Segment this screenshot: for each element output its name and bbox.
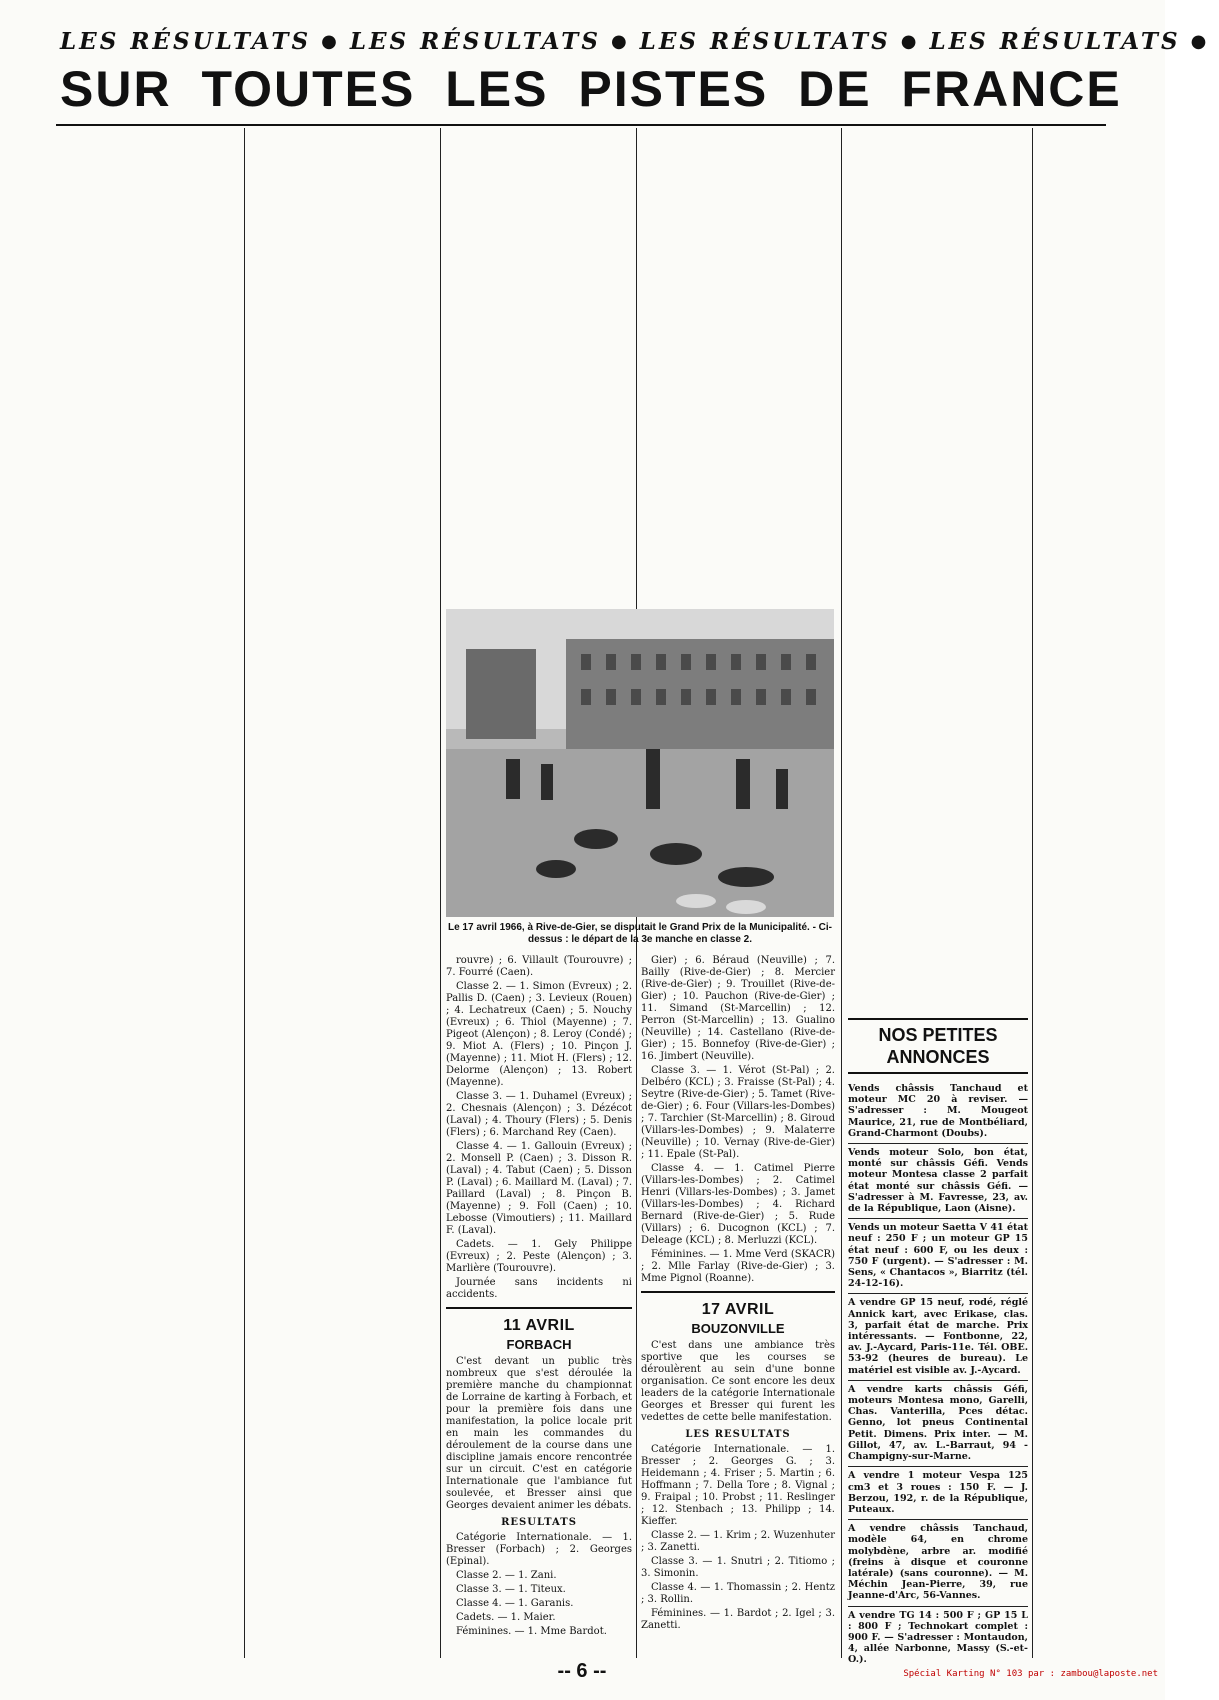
result-line: Classe 4. — 1. Thomassin ; 2. Hentz ; 3. Rollin. <box>641 1582 835 1605</box>
result-line: Classe 2. — 1. Zani. <box>456 1570 557 1581</box>
result-line: Classe 4. — 1. Garanis. <box>456 1598 574 1609</box>
banner-label-1: LES RÉSULTATS <box>60 28 312 55</box>
column-rule <box>440 128 441 1658</box>
classified-ad: A vendre châssis Tanchaud, modèle 64, en chrome molybdène, arbre ar. modifié (freins à disque et couronne latérale) (sans couronne). — M. Méchin Jean-Pierre, 39, rue Jeanne-d'Arc, 56-Vannes. <box>848 1520 1028 1606</box>
banner-dot: ● <box>610 31 630 52</box>
result-line: Classe 3. — 1. Snutri ; 2. Titiomo ; 3. Simonin. <box>641 1556 835 1579</box>
race-report <box>641 955 835 1285</box>
report-paragraph: Classe 3. — 1. Duhamel (Evreux) ; 2. Chesnais (Alençon) ; 3. Dézécot (Laval) ; 4. Thoury (Flers) ; 5. Denis (Flers) ; 6. Marchand Rey (Caen). <box>446 1091 632 1138</box>
classified-ad: A vendre TG 14 : 500 F ; GP 15 L : 800 F ; Technokart complet : 900 F. — S'adresser : Montaudon, 4, allée Narbonne, Massy (S.-et-O.). <box>848 1609 1028 1666</box>
results-banner <box>60 28 1210 56</box>
banner-dot: ● <box>900 31 920 52</box>
race-date: 17 AVRIL <box>701 1301 775 1318</box>
race-report <box>446 955 632 1301</box>
race-location: FORBACH <box>506 1337 572 1352</box>
race-photo <box>446 609 834 917</box>
classified-ad: A vendre karts châssis Géfi, moteurs Montesa mono, Garelli, Chas. Vanterilla, Pces détac. Genno, lot pneus Continental Petit. Dimens. Prix inter. — M. Gillot, 47, av. L.-Barraut, 94 - Champigny-sur-Marne. <box>848 1381 1028 1467</box>
result-line: Cadets. — 1. Maier. <box>456 1612 556 1623</box>
results-subheading: LES RESULTATS <box>685 1429 791 1440</box>
result-line: Féminines. — 1. Bardot ; 2. Igel ; 3. Zanetti. <box>641 1608 835 1631</box>
column-4-lower <box>641 955 835 1638</box>
report-paragraph: Classe 2. — 1. Simon (Evreux) ; 2. Pallis D. (Caen) ; 3. Levieux (Rouen) ; 4. Lechatreux (Caen) ; 5. Nouchy (Evreux) ; 6. Thiol (Mayenne) ; 7. Pigeot (Alençon) ; 8. Leroy (Condé) ; 9. Miot A. (Flers) ; 10. Pinçon J. (Mayenne) ; 11. Miot H. (Flers) ; 12. Delorme (Alençon) ; 13. Robert (Mayenne). <box>446 981 632 1088</box>
footer-credit: Spécial Karting N° 103 par : zambou@laposte.net <box>903 1669 1158 1679</box>
banner-label-3: LES RÉSULTATS <box>639 28 891 55</box>
classified-ad: A vendre GP 15 neuf, rodé, réglé Annick kart, avec Erikase, clas. 3, parfait état de marche. Prix intéressants. — Fontbonne, 22, av. J.-Aycard, Paris-11e. Tél. OBE. 53-92 (heures de bureau). Le matériel est visible av. J.-Aycard. <box>848 1294 1028 1380</box>
column-3-lower <box>446 955 632 1644</box>
result-line: Classe 3. — 1. Titeux. <box>456 1584 566 1595</box>
classified-ad: Vends moteur Solo, bon état, monté sur châssis Géfi. Vends moteur Montesa classe 2 parfait état monté sur châssis Géfi. — S'adresser à M. Favresse, 23, av. de la République, Laon (Aisne). <box>848 1144 1028 1219</box>
report-paragraph: C'est devant un public très nombreux que s'est déroulée la première manche du championnat de Lorraine de karting à Forbach, et pour la première fois dans une manifestation, la police locale prit en main les commandes du déroulement de la course dans une discipline jamais encore rencontrée sur un circuit. C'est en catégorie Internationale que l'ambiance fut soulevée, et Bresser ainsi que Georges devaient animer les débats. <box>446 1356 632 1511</box>
karting-start-photo <box>446 609 834 917</box>
result-line: Catégorie Internationale. — 1. Bresser (Forbach) ; 2. Georges (Epinal). <box>446 1532 632 1567</box>
classified-ad: Vends un moteur Saetta V 41 état neuf : 250 F ; un moteur GP 15 état neuf : 600 F, ou les deux : 750 F (urgent). — S'adresser : M. Sens, « Chantacos », Biarritz (tél. 24-12-16). <box>848 1219 1028 1294</box>
race-location: BOUZONVILLE <box>691 1321 785 1336</box>
race-date: 11 AVRIL <box>503 1317 575 1334</box>
race-report <box>446 1307 632 1638</box>
result-line: Catégorie Internationale. — 1. Bresser ; 2. Georges G. ; 3. Heidemann ; 4. Friser ; 5. Martin ; 6. Hoffmann ; 7. Della Tore ; 8. Vignal ; 9. Fraipal ; 10. Probst ; 11. Reslinger ; 12. Stenbach ; 13. Philipp ; 14. Kieffer. <box>641 1444 835 1527</box>
column-rule <box>244 128 245 1658</box>
headline-rule <box>56 124 1106 126</box>
result-line: Classe 2. — 1. Krim ; 2. Wuzenhuter ; 3. Zanetti. <box>641 1530 835 1553</box>
report-paragraph: rouvre) ; 6. Villault (Tourouvre) ; 7. Fourré (Caen). <box>446 955 632 978</box>
report-paragraph: Gier) ; 6. Béraud (Neuville) ; 7. Bailly (Rive-de-Gier) ; 8. Mercier (Rive-de-Gier) ; 9. Trouillet (Rive-de-Gier) ; 10. Pauchon (Rive-de-Gier) ; 11. Simand (St-Marcellin) ; 12. Perron (St-Marcellin) ; 13. Gualino (Neuville) ; 14. Castellano (Rive-de-Gier) ; 15. Bonnefoy (Rive-de-Gier) ; 16. Jimbert (Neuville). <box>641 955 835 1062</box>
photo-caption: Le 17 avril 1966, à Rive-de-Gier, se disputait le Grand Prix de la Municipalité. - Ci-dessus : le départ de la 3e manche en classe 2. <box>447 922 833 945</box>
report-paragraph: Classe 4. — 1. Catimel Pierre (Villars-les-Dombes) ; 2. Catimel Henri (Villars-les-Dombes) ; 3. Jamet (Villars-les-Dombes) ; 4. Richard Bernard (Rive-de-Gier) ; 5. Rude (Villars) ; 6. Ducognon (KCL) ; 7. Deleage (KCL) ; 8. Merluzzi (KCL). <box>641 1163 835 1246</box>
results-subheading: RESULTATS <box>501 1517 577 1528</box>
ads-heading: NOS PETITES ANNONCES <box>848 1018 1028 1074</box>
report-paragraph: Classe 4. — 1. Gallouin (Evreux) ; 2. Monsell P. (Caen) ; 3. Disson R. (Laval) ; 4. Tabut (Caen) ; 5. Disson P. (Laval) ; 6. Maillard M. (Laval) ; 7. Paillard (Laval) ; 8. Pinçon B. (Mayenne) ; 9. Foll (Caen) ; 10. Lebosse (Vimoutiers) ; 11. Maillard F. (Laval). <box>446 1141 632 1236</box>
result-line: Féminines. — 1. Mme Bardot. <box>456 1626 607 1637</box>
report-paragraph: C'est dans une ambiance très sportive que les courses se déroulèrent au sein d'une bonne organisation. Ce sont encore les deux leaders de la catégorie Internationale Georges et Bresser qui furent les vedettes de cette belle manifestation. <box>641 1340 835 1423</box>
classified-ad: A vendre 1 moteur Vespa 125 cm3 et 3 roues : 150 F. — J. Berzou, 192, r. de la République, Puteaux. <box>848 1467 1028 1520</box>
banner-dot: ● <box>1190 31 1210 52</box>
report-paragraph: Journée sans incidents ni accidents. <box>446 1277 632 1300</box>
ads-list <box>848 1080 1028 1670</box>
report-paragraph: Cadets. — 1. Gely Philippe (Evreux) ; 2. Peste (Alençon) ; 3. Marlière (Tourouvre). <box>446 1239 632 1274</box>
page-number: -- 6 -- <box>557 1660 607 1682</box>
report-paragraph: Classe 3. — 1. Vérot (St-Pal) ; 2. Delbéro (KCL) ; 3. Fraisse (St-Pal) ; 4. Seytre (Rive-de-Gier) ; 5. Tamet (Rive-de-Gier) ; 6. Four (Villars-les-Dombes) ; 7. Tarchier (St-Marcellin) ; 8. Giroud (Villars-les-Dombes) ; 9. Malaterre (Neuville) ; 10. Vernay (Rive-de-Gier) ; 11. Epale (St-Pal). <box>641 1065 835 1160</box>
column-rule <box>841 128 842 1658</box>
banner-label-4: LES RÉSULTATS <box>929 28 1181 55</box>
classified-ad: Vends châssis Tanchaud et moteur MC 20 à reviser. — S'adresser : M. Mougeot Maurice, 21, rue de Montbéliard, Grand-Charmont (Doubs). <box>848 1080 1028 1144</box>
race-report <box>641 1291 835 1632</box>
classified-ads <box>848 1012 1028 1670</box>
main-headline: SUR TOUTES LES PISTES DE FRANCE <box>60 61 1122 117</box>
banner-label-2: LES RÉSULTATS <box>349 28 601 55</box>
column-rule <box>1032 128 1033 1658</box>
banner-dot: ● <box>321 31 340 52</box>
report-paragraph: Féminines. — 1. Mme Verd (SKACR) ; 2. Mlle Farlay (Rive-de-Gier) ; 3. Mme Pignol (Roanne). <box>641 1249 835 1284</box>
